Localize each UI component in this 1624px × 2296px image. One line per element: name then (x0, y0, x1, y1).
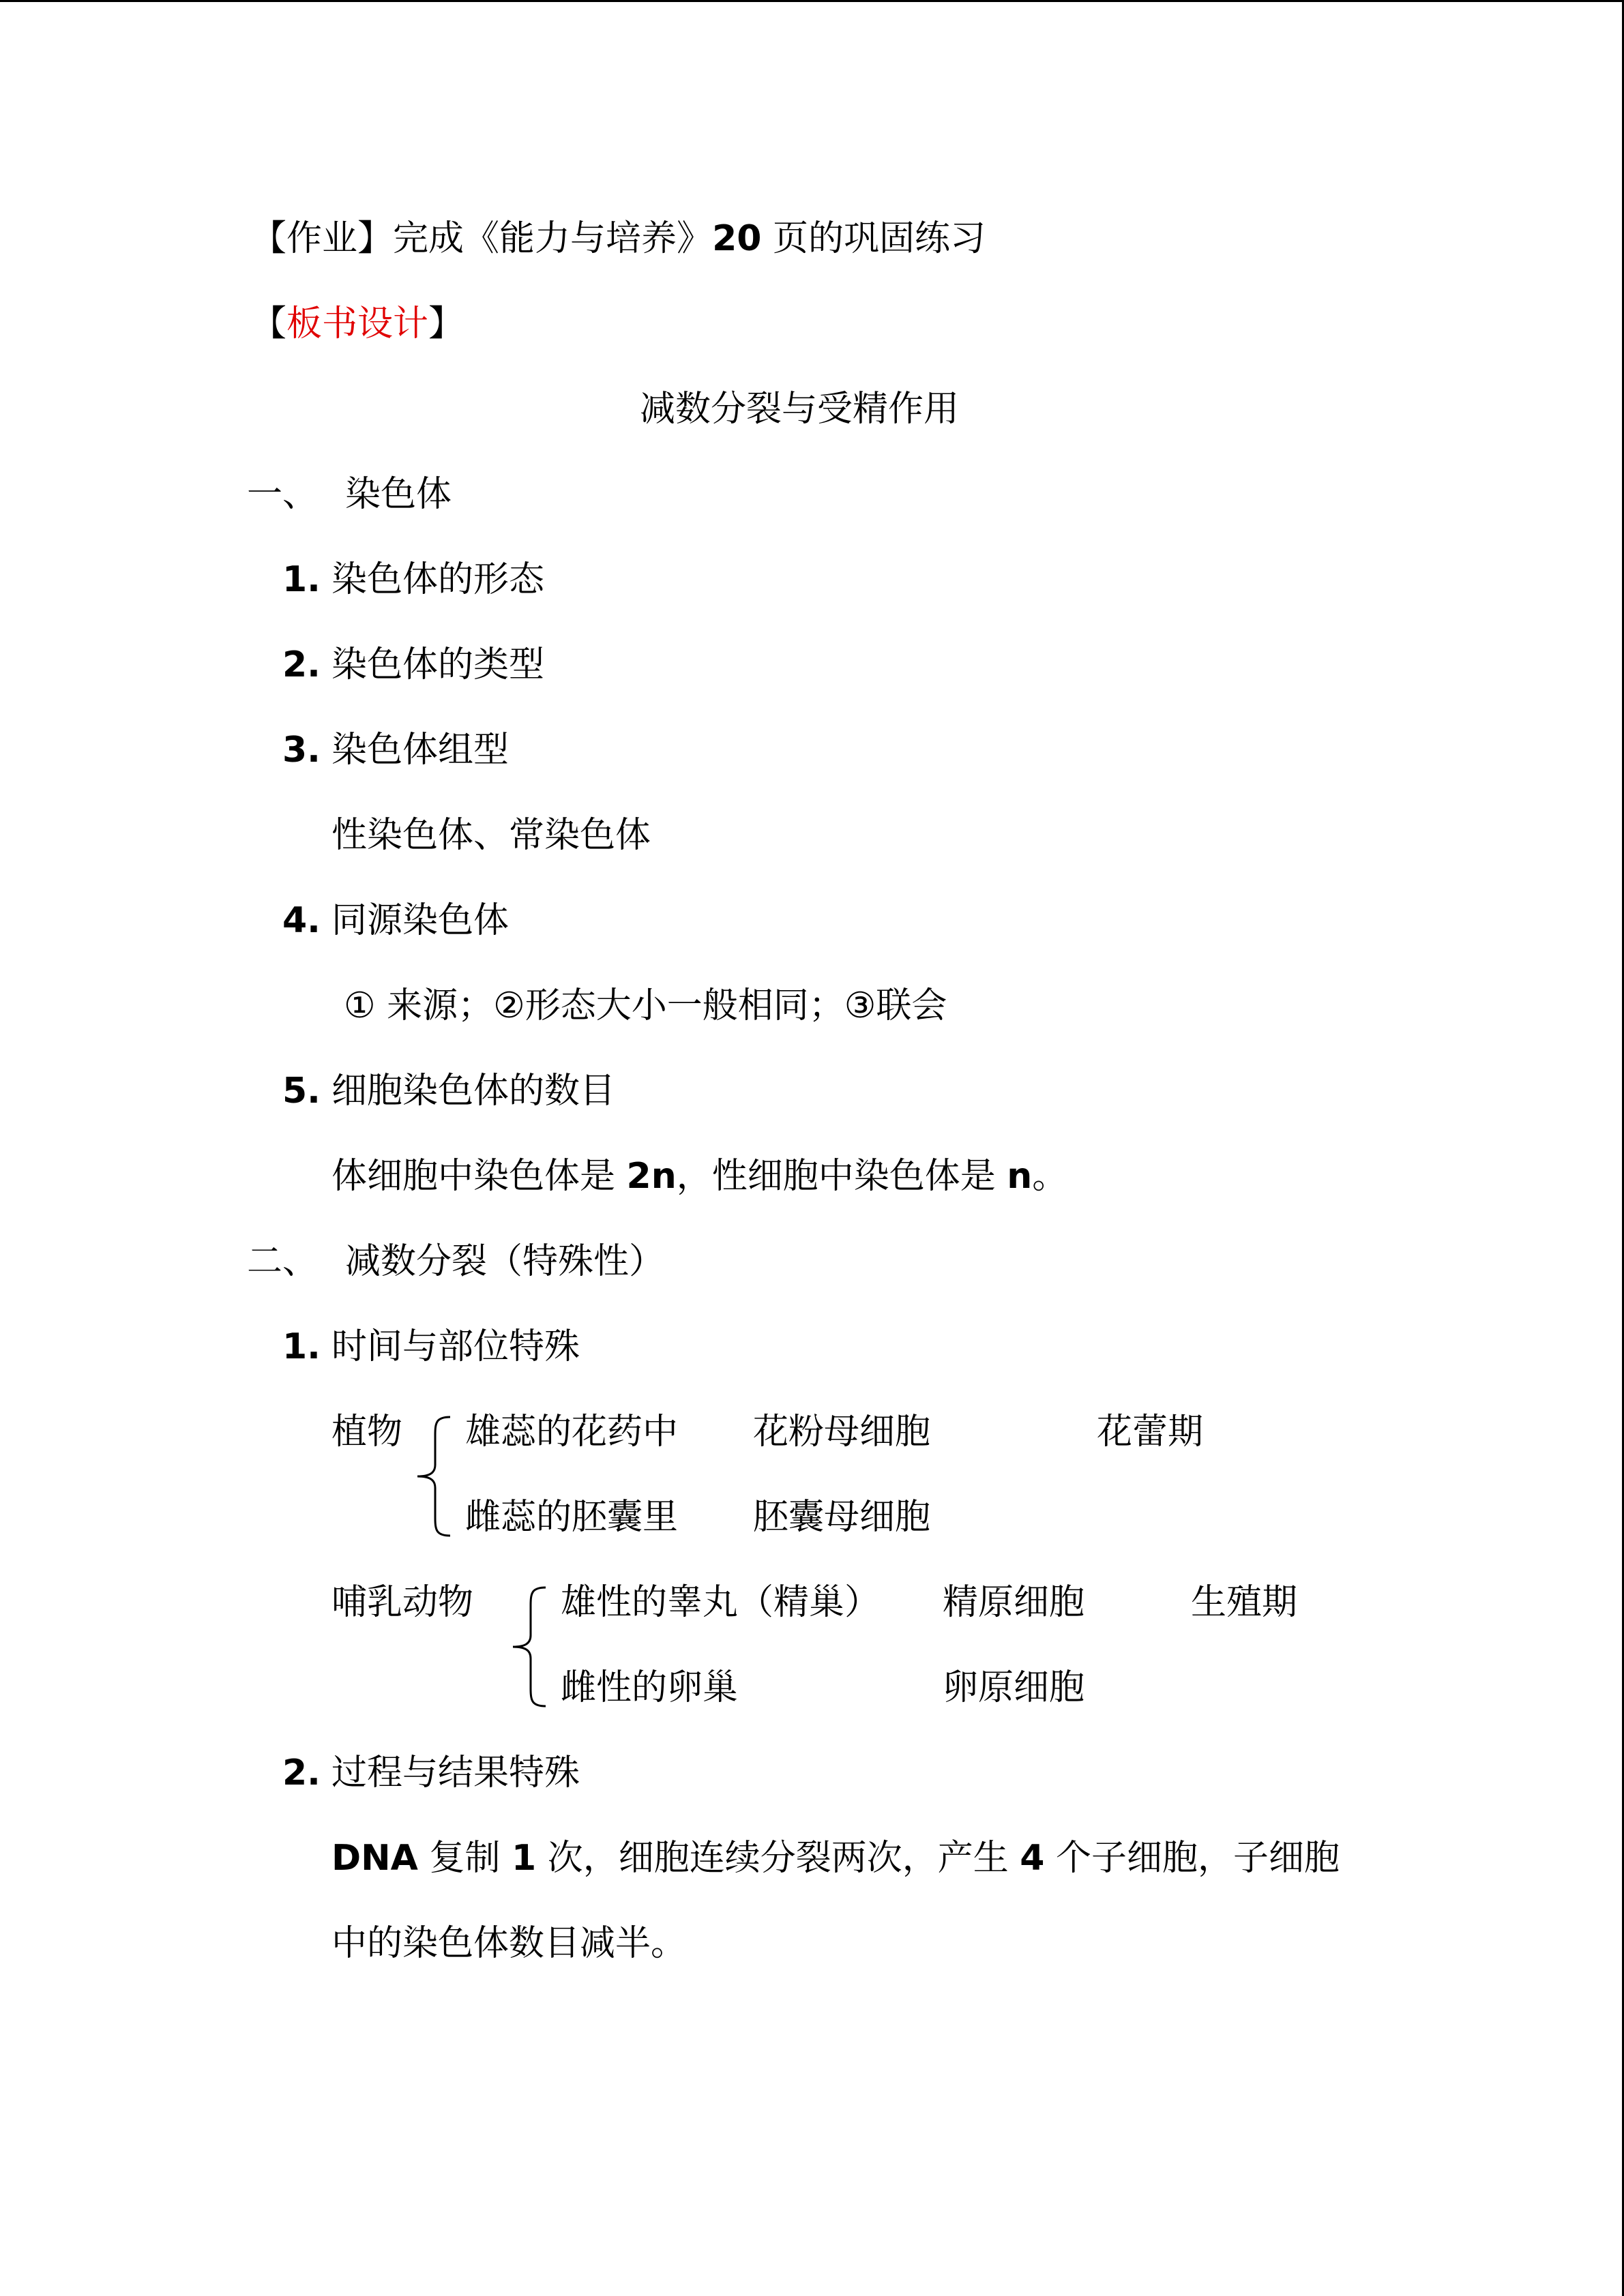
process-line-1 (331, 1836, 1340, 1880)
homework-text-a: 完成《能力与培养》 (393, 218, 713, 259)
process-text: 个子细胞，子细胞 (1044, 1838, 1340, 1879)
plant-row1-period: 花蕾期 (1097, 1412, 1204, 1452)
somatic-count: 2n (626, 1156, 677, 1197)
plant-row2-organ: 雌蕊的胚囊里 (465, 1497, 679, 1538)
section2-item-1 (282, 1325, 580, 1369)
process-text: 复制 (417, 1838, 512, 1879)
item-text: 过程与结果特殊 (331, 1753, 580, 1793)
section1-item-1 (282, 558, 544, 601)
section2-title: 减数分裂（特殊性） (345, 1241, 665, 1282)
item-text: 同源染色体 (331, 900, 510, 941)
plant-row1-organ: 雄蕊的花药中 (465, 1412, 679, 1452)
brace-path (417, 1417, 450, 1536)
daughter-cell-count: 4 (1020, 1838, 1045, 1879)
item-text: 染色体的类型 (331, 644, 545, 685)
section1-item-3-detail: 性染色体、常染色体 (331, 815, 651, 856)
brace-path (513, 1587, 546, 1706)
gamete-count: n (1007, 1156, 1033, 1197)
mammal-brace (505, 1583, 552, 1710)
section1-item-4 (282, 899, 509, 942)
process-text: 次，细胞连续分裂两次，产生 (536, 1838, 1020, 1879)
item-number: 2. (282, 644, 321, 685)
plant-brace (409, 1413, 457, 1540)
homework-line (251, 217, 986, 260)
board-bracket-close: 】 (428, 303, 464, 344)
mammal-label: 哺乳动物 (331, 1582, 474, 1623)
item-number: 4. (282, 900, 321, 941)
plant-row1-cell: 花粉母细胞 (753, 1412, 931, 1452)
board-bracket-open: 【 (251, 303, 287, 344)
item-number: 5. (282, 1071, 321, 1112)
dna-term: DNA (331, 1838, 418, 1879)
section1-heading (247, 473, 452, 516)
item-text: 细胞染色体的数目 (331, 1071, 616, 1112)
section2-heading (247, 1240, 664, 1283)
mammal-row1-period: 生殖期 (1191, 1582, 1298, 1623)
item-text: 染色体组型 (331, 730, 510, 771)
section1-title: 染色体 (345, 474, 452, 515)
section1-numeral: 一、 (247, 474, 319, 515)
replication-count: 1 (512, 1838, 537, 1879)
page-border-top (0, 0, 1624, 2)
item-number: 1. (282, 559, 321, 600)
homework-bracket-open: 【 (251, 218, 287, 259)
section2-numeral: 二、 (247, 1241, 319, 1282)
section1-item-2 (282, 643, 544, 687)
mammal-row2-cell: 卵原细胞 (943, 1667, 1085, 1708)
mammal-row1-cell: 精原细胞 (943, 1582, 1085, 1623)
plant-row2-cell: 胚囊母细胞 (753, 1497, 931, 1538)
item-number: 3. (282, 730, 321, 771)
homework-text-b: 页的巩固练习 (761, 218, 986, 259)
section1-item-4-detail: ① 来源；②形态大小一般相同；③联会 (344, 985, 947, 1026)
page-title: 减数分裂与受精作用 (640, 389, 960, 430)
board-design-line (251, 302, 464, 346)
section1-item-5 (282, 1069, 615, 1113)
item-number: 1. (282, 1326, 321, 1367)
process-line-2: 中的染色体数目减半。 (331, 1923, 687, 1964)
mammal-row2-organ: 雌性的卵巢 (561, 1667, 739, 1708)
section1-item-3 (282, 728, 509, 772)
board-design-label: 板书设计 (286, 303, 429, 344)
mammal-row1-organ: 雄性的睾丸（精巢） (561, 1582, 881, 1623)
detail-text: 。 (1032, 1156, 1068, 1197)
item-number: 2. (282, 1753, 321, 1793)
detail-text: ，性细胞中染色体是 (676, 1156, 1007, 1197)
detail-text: 体细胞中染色体是 (331, 1156, 627, 1197)
section1-item-5-detail (331, 1154, 1067, 1198)
homework-bracket-close: 】 (357, 218, 394, 259)
plant-label: 植物 (331, 1412, 403, 1452)
item-text: 时间与部位特殊 (331, 1326, 580, 1367)
section2-item-2 (282, 1751, 580, 1795)
homework-page-num: 20 (712, 218, 762, 259)
homework-label: 作业 (286, 218, 358, 259)
item-text: 染色体的形态 (331, 559, 545, 600)
